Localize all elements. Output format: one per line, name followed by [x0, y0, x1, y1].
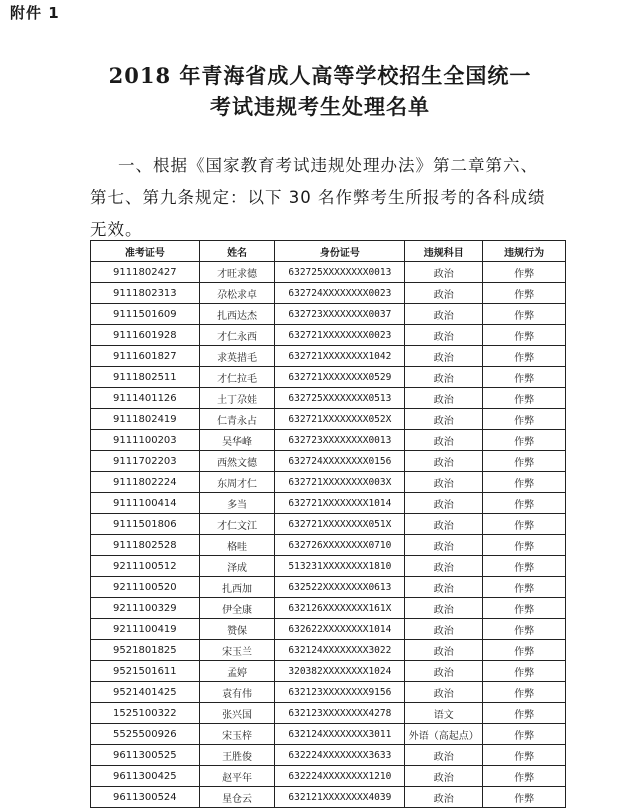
table-row — [91, 262, 566, 283]
violation-subject-cell: 政治 — [405, 535, 483, 556]
header-violation-subject: 违规科目 — [405, 241, 483, 262]
id-number-cell: 632123XXXXXXXX9156 — [275, 682, 405, 703]
id-number-cell: 632124XXXXXXXX3011 — [275, 724, 405, 745]
header-name: 姓名 — [199, 241, 275, 262]
table-row — [91, 451, 566, 472]
violation-subject-cell: 政治 — [405, 262, 483, 283]
table-row — [91, 283, 566, 304]
violation-behavior-cell: 作弊 — [483, 661, 566, 682]
violation-behavior-cell: 作弊 — [483, 262, 566, 283]
name-cell: 赞保 — [199, 619, 275, 640]
id-number-cell: 632723XXXXXXXX0013 — [275, 430, 405, 451]
violation-behavior-cell: 作弊 — [483, 787, 566, 808]
violation-subject-cell: 政治 — [405, 598, 483, 619]
name-cell: 才仁拉毛 — [199, 367, 275, 388]
table-row — [91, 325, 566, 346]
exam-number-cell: 9111401126 — [91, 388, 200, 409]
table-row — [91, 304, 566, 325]
id-number-cell: 632721XXXXXXXX0529 — [275, 367, 405, 388]
table-row — [91, 787, 566, 808]
violation-behavior-cell: 作弊 — [483, 766, 566, 787]
paragraph-line-1: 一、根据《国家教育考试违规处理办法》第二章第六、 — [118, 156, 538, 175]
violation-subject-cell: 政治 — [405, 451, 483, 472]
violation-behavior-cell: 作弊 — [483, 409, 566, 430]
violation-behavior-cell: 作弊 — [483, 724, 566, 745]
violation-behavior-cell: 作弊 — [483, 367, 566, 388]
table-row — [91, 514, 566, 535]
violation-subject-cell: 政治 — [405, 346, 483, 367]
exam-number-cell: 9521801825 — [91, 640, 200, 661]
table-row — [91, 409, 566, 430]
name-cell: 仁青永占 — [199, 409, 275, 430]
violation-subject-cell: 政治 — [405, 430, 483, 451]
table-row — [91, 661, 566, 682]
id-number-cell: 632522XXXXXXXX0613 — [275, 577, 405, 598]
exam-number-cell: 9111802224 — [91, 472, 200, 493]
table-row — [91, 472, 566, 493]
violation-subject-cell: 政治 — [405, 682, 483, 703]
header-violation-behavior: 违规行为 — [483, 241, 566, 262]
violation-subject-cell: 语文 — [405, 703, 483, 724]
id-number-cell: 632224XXXXXXXX1210 — [275, 766, 405, 787]
violation-behavior-cell: 作弊 — [483, 745, 566, 766]
violation-behavior-cell: 作弊 — [483, 451, 566, 472]
name-cell: 泽成 — [199, 556, 275, 577]
exam-number-cell: 9111100203 — [91, 430, 200, 451]
table-row — [91, 619, 566, 640]
table-row — [91, 766, 566, 787]
exam-number-cell: 9111802511 — [91, 367, 200, 388]
exam-number-cell: 5525500926 — [91, 724, 200, 745]
violation-behavior-cell: 作弊 — [483, 346, 566, 367]
name-cell: 尕松求卓 — [199, 283, 275, 304]
violation-subject-cell: 政治 — [405, 661, 483, 682]
name-cell: 格哇 — [199, 535, 275, 556]
name-cell: 才仁永西 — [199, 325, 275, 346]
id-number-cell: 632126XXXXXXXX161X — [275, 598, 405, 619]
exam-number-cell: 9211100419 — [91, 619, 200, 640]
name-cell: 张兴国 — [199, 703, 275, 724]
exam-number-cell: 9611300425 — [91, 766, 200, 787]
violation-behavior-cell: 作弊 — [483, 703, 566, 724]
table-header-row — [91, 241, 566, 262]
id-number-cell: 632725XXXXXXXX0513 — [275, 388, 405, 409]
exam-number-cell: 9211100520 — [91, 577, 200, 598]
table-body — [91, 262, 566, 808]
table-row — [91, 388, 566, 409]
id-number-cell: 632724XXXXXXXX0156 — [275, 451, 405, 472]
violation-subject-cell: 政治 — [405, 388, 483, 409]
exam-number-cell: 9111601827 — [91, 346, 200, 367]
id-number-cell: 632725XXXXXXXX0013 — [275, 262, 405, 283]
name-cell: 王胜俊 — [199, 745, 275, 766]
violation-behavior-cell: 作弊 — [483, 640, 566, 661]
exam-number-cell: 9111601928 — [91, 325, 200, 346]
id-number-cell: 320382XXXXXXXX1024 — [275, 661, 405, 682]
header-exam-number: 准考证号 — [91, 241, 200, 262]
name-cell: 扎西加 — [199, 577, 275, 598]
document-title-line-2: 考试违规考生处理名单 — [210, 94, 430, 119]
id-number-cell: 632723XXXXXXXX0037 — [275, 304, 405, 325]
id-number-cell: 632721XXXXXXXX051X — [275, 514, 405, 535]
name-cell: 吴华峰 — [199, 430, 275, 451]
name-cell: 袁有伟 — [199, 682, 275, 703]
exam-number-cell: 9111501806 — [91, 514, 200, 535]
name-cell: 宋玉兰 — [199, 640, 275, 661]
violation-behavior-cell: 作弊 — [483, 472, 566, 493]
violation-behavior-cell: 作弊 — [483, 556, 566, 577]
name-cell: 东周才仁 — [199, 472, 275, 493]
table-row — [91, 745, 566, 766]
table-row — [91, 346, 566, 367]
id-number-cell: 632622XXXXXXXX1014 — [275, 619, 405, 640]
violation-behavior-cell: 作弊 — [483, 682, 566, 703]
table-row — [91, 703, 566, 724]
exam-number-cell: 9111501609 — [91, 304, 200, 325]
name-cell: 扎西达杰 — [199, 304, 275, 325]
name-cell: 孟婷 — [199, 661, 275, 682]
id-number-cell: 632721XXXXXXXX0023 — [275, 325, 405, 346]
id-number-cell: 632721XXXXXXXX052X — [275, 409, 405, 430]
name-cell: 宋玉梓 — [199, 724, 275, 745]
id-number-cell: 632721XXXXXXXX1042 — [275, 346, 405, 367]
exam-number-cell: 9111802419 — [91, 409, 200, 430]
exam-number-cell: 9111802427 — [91, 262, 200, 283]
id-number-cell: 632726XXXXXXXX0710 — [275, 535, 405, 556]
name-cell: 西然文德 — [199, 451, 275, 472]
violation-behavior-cell: 作弊 — [483, 493, 566, 514]
table-row — [91, 535, 566, 556]
violation-subject-cell: 政治 — [405, 304, 483, 325]
violation-subject-cell: 政治 — [405, 325, 483, 346]
violation-subject-cell: 政治 — [405, 283, 483, 304]
violation-subject-cell: 政治 — [405, 514, 483, 535]
exam-number-cell: 9521501611 — [91, 661, 200, 682]
name-cell: 伊全康 — [199, 598, 275, 619]
violation-behavior-cell: 作弊 — [483, 619, 566, 640]
exam-number-cell: 9211100329 — [91, 598, 200, 619]
table-row — [91, 640, 566, 661]
exam-number-cell: 9611300524 — [91, 787, 200, 808]
name-cell: 多当 — [199, 493, 275, 514]
exam-number-cell: 9211100512 — [91, 556, 200, 577]
paragraph-line-2: 第七、第九条规定：以下 30 名作弊考生所报考的各科成绩 — [90, 188, 546, 207]
table-row — [91, 577, 566, 598]
violation-behavior-cell: 作弊 — [483, 325, 566, 346]
table-row — [91, 556, 566, 577]
violation-subject-cell: 政治 — [405, 745, 483, 766]
violation-subject-cell: 外语（高起点） — [405, 724, 483, 745]
violation-behavior-cell: 作弊 — [483, 535, 566, 556]
violation-behavior-cell: 作弊 — [483, 598, 566, 619]
violation-subject-cell: 政治 — [405, 787, 483, 808]
violation-subject-cell: 政治 — [405, 493, 483, 514]
exam-number-cell: 9111802313 — [91, 283, 200, 304]
violation-subject-cell: 政治 — [405, 619, 483, 640]
violation-behavior-cell: 作弊 — [483, 388, 566, 409]
id-number-cell: 632724XXXXXXXX0023 — [275, 283, 405, 304]
violation-subject-cell: 政治 — [405, 556, 483, 577]
header-id-number: 身份证号 — [275, 241, 405, 262]
attachment-label: 附件 1 — [10, 4, 60, 22]
table-row — [91, 430, 566, 451]
document-title-line-1: 2018 年青海省成人高等学校招生全国统一 — [108, 63, 532, 88]
id-number-cell: 513231XXXXXXXX1810 — [275, 556, 405, 577]
violation-subject-cell: 政治 — [405, 367, 483, 388]
id-number-cell: 632224XXXXXXXX3633 — [275, 745, 405, 766]
violation-subject-cell: 政治 — [405, 577, 483, 598]
id-number-cell: 632123XXXXXXXX4278 — [275, 703, 405, 724]
name-cell: 求英措毛 — [199, 346, 275, 367]
exam-number-cell: 1525100322 — [91, 703, 200, 724]
violation-subject-cell: 政治 — [405, 766, 483, 787]
violation-subject-cell: 政治 — [405, 640, 483, 661]
exam-number-cell: 9111702203 — [91, 451, 200, 472]
exam-number-cell: 9521401425 — [91, 682, 200, 703]
paragraph-line-3: 无效。 — [90, 220, 143, 239]
exam-number-cell: 9111100414 — [91, 493, 200, 514]
table-row — [91, 598, 566, 619]
violation-behavior-cell: 作弊 — [483, 577, 566, 598]
table-row — [91, 493, 566, 514]
name-cell: 才旺求德 — [199, 262, 275, 283]
name-cell: 赵平年 — [199, 766, 275, 787]
violation-behavior-cell: 作弊 — [483, 283, 566, 304]
name-cell: 土丁尕娃 — [199, 388, 275, 409]
violation-behavior-cell: 作弊 — [483, 514, 566, 535]
id-number-cell: 632121XXXXXXXX4039 — [275, 787, 405, 808]
exam-number-cell: 9111802528 — [91, 535, 200, 556]
id-number-cell: 632721XXXXXXXX003X — [275, 472, 405, 493]
id-number-cell: 632124XXXXXXXX3022 — [275, 640, 405, 661]
exam-number-cell: 9611300525 — [91, 745, 200, 766]
table-row — [91, 682, 566, 703]
name-cell: 星仓云 — [199, 787, 275, 808]
table-row — [91, 367, 566, 388]
violation-behavior-cell: 作弊 — [483, 430, 566, 451]
table-row — [91, 724, 566, 745]
violation-subject-cell: 政治 — [405, 472, 483, 493]
violation-subject-cell: 政治 — [405, 409, 483, 430]
violation-table — [90, 240, 566, 808]
violation-behavior-cell: 作弊 — [483, 304, 566, 325]
id-number-cell: 632721XXXXXXXX1014 — [275, 493, 405, 514]
name-cell: 才仁文江 — [199, 514, 275, 535]
